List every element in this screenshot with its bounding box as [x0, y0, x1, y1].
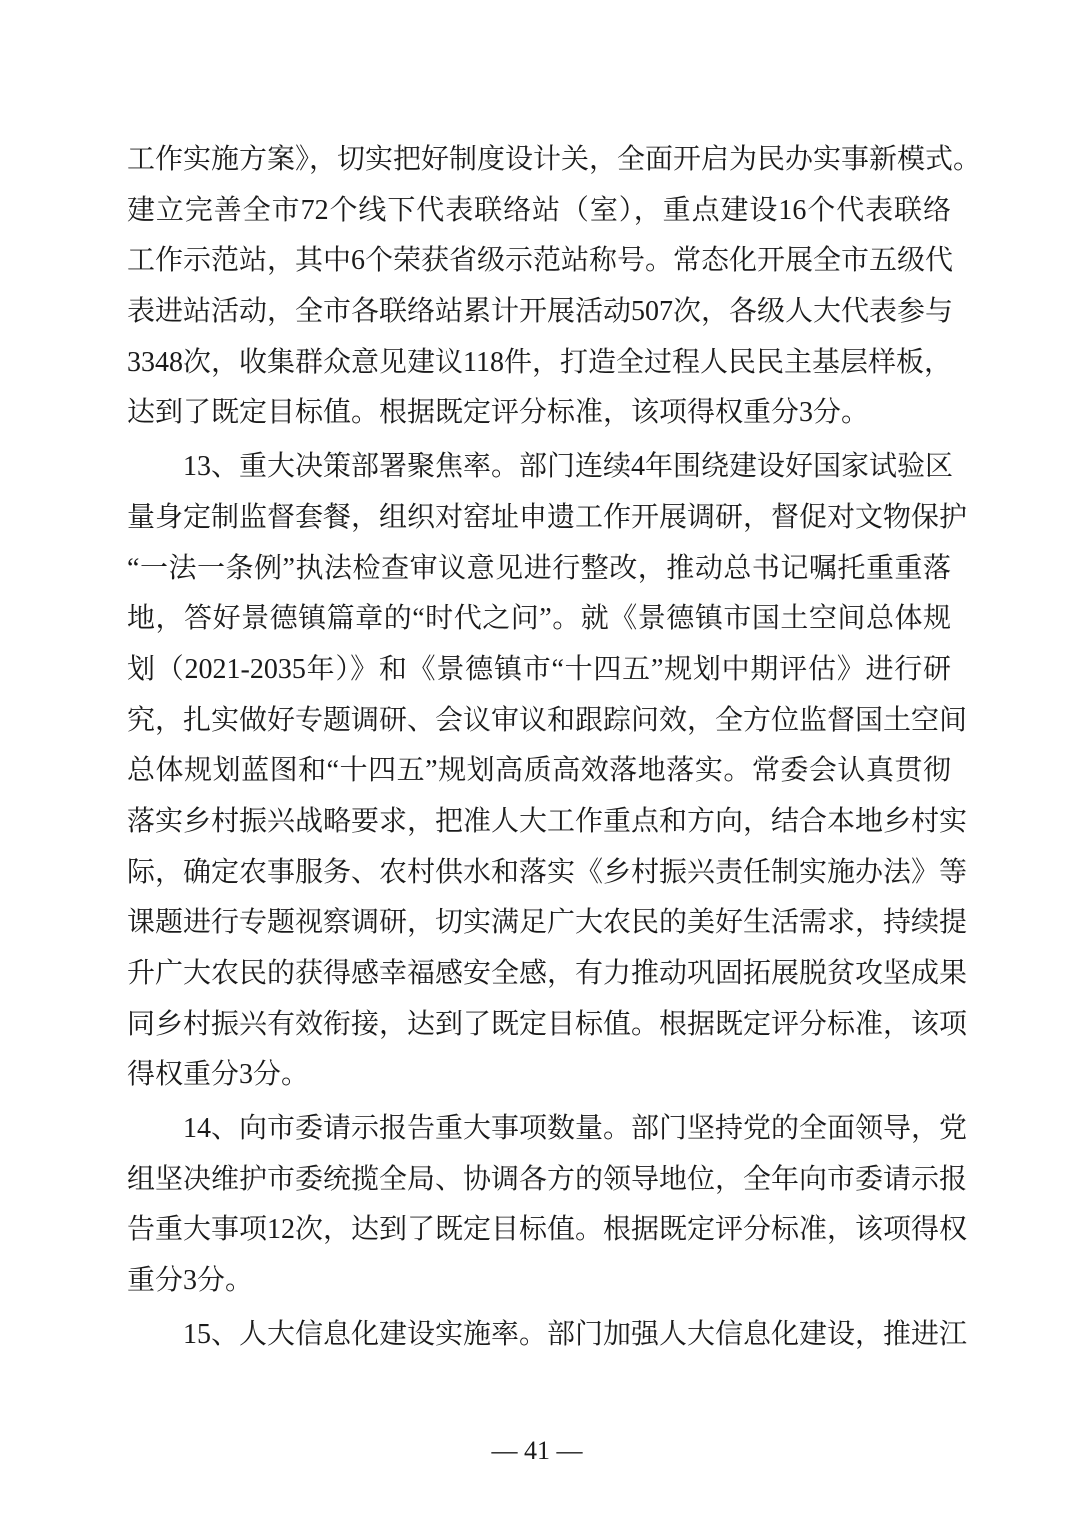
paragraph-continued [127, 135, 982, 439]
text-line: 14、向市委请示报告重大事项数量。部门坚持党的全面领导，党 [183, 1113, 968, 1145]
text-line: 量身定制监督套餐，组织对窑址申遗工作开展调研，督促对文物保护 [127, 501, 968, 533]
paragraph-item-14 [127, 1104, 968, 1307]
paragraph-item-13 [127, 442, 968, 1101]
text-line: 建立完善全市72个线下代表联络站（室），重点建设16个代表联络 [127, 194, 951, 226]
text-line: 划（2021-2035年）》和《景德镇市“十四五”规划中期评估》进行研 [127, 653, 951, 685]
text-line: 重分3分。 [127, 1265, 254, 1297]
text-line: 表进站活动，全市各联络站累计开展活动507次，各级人大代表参与 [127, 296, 954, 328]
text-line: 升广大农民的获得感幸福感安全感，有力推动巩固拓展脱贫攻坚成果 [127, 958, 968, 989]
text-line: 同乡村振兴有效衔接，达到了既定目标值。根据既定评分标准，该项 [127, 1008, 968, 1040]
text-line: 地，答好景德镇篇章的“时代之问”。就《景德镇市国土空间总体规 [127, 603, 951, 635]
text-line: 组坚决维护市委统揽全局、协调各方的领导地位，全年向市委请示报 [127, 1163, 968, 1195]
text-line: 际，确定农事服务、农村供水和落实《乡村振兴责任制实施办法》等 [127, 856, 968, 888]
text-line: 达到了既定目标值。根据既定评分标准，该项得权重分3分。 [127, 397, 870, 429]
paragraph-item-15 [127, 1310, 968, 1361]
text-line: 告重大事项12次，达到了既定目标值。根据既定评分标准，该项得权 [127, 1214, 968, 1246]
text-line: 13、重大决策部署聚焦率。部门连续4年围绕建设好国家试验区 [183, 451, 954, 483]
text-line: 得权重分3分。 [127, 1059, 310, 1091]
text-line: 落实乡村振兴战略要求，把准人大工作重点和方向，结合本地乡村实 [127, 805, 968, 837]
page-number: — 41 — [491, 1436, 583, 1465]
text-line: “一法一条例”执法检查审议意见进行整改，推动总书记嘱托重重落 [127, 552, 951, 584]
text-line: 究，扎实做好专题调研、会议审议和跟踪问效，全方位监督国土空间 [127, 704, 968, 736]
text-line: 15、人大信息化建设实施率。部门加强人大信息化建设，推进江 [183, 1318, 968, 1350]
text-line: 工作实施方案》，切实把好制度设计关，全面开启为民办实事新模式。 [127, 144, 982, 175]
text-line: 3348次，收集群众意见建议118件，打造全过程人民民主基层样板， [127, 346, 952, 378]
text-line: 课题进行专题视察调研，切实满足广大农民的美好生活需求，持续提 [127, 907, 968, 939]
text-line: 总体规划蓝图和“十四五”规划高质高效落地落实。常委会认真贯彻 [127, 755, 951, 787]
text-line: 工作示范站，其中6个荣获省级示范站称号。常态化开展全市五级代 [127, 245, 954, 277]
document-body [127, 135, 982, 1364]
